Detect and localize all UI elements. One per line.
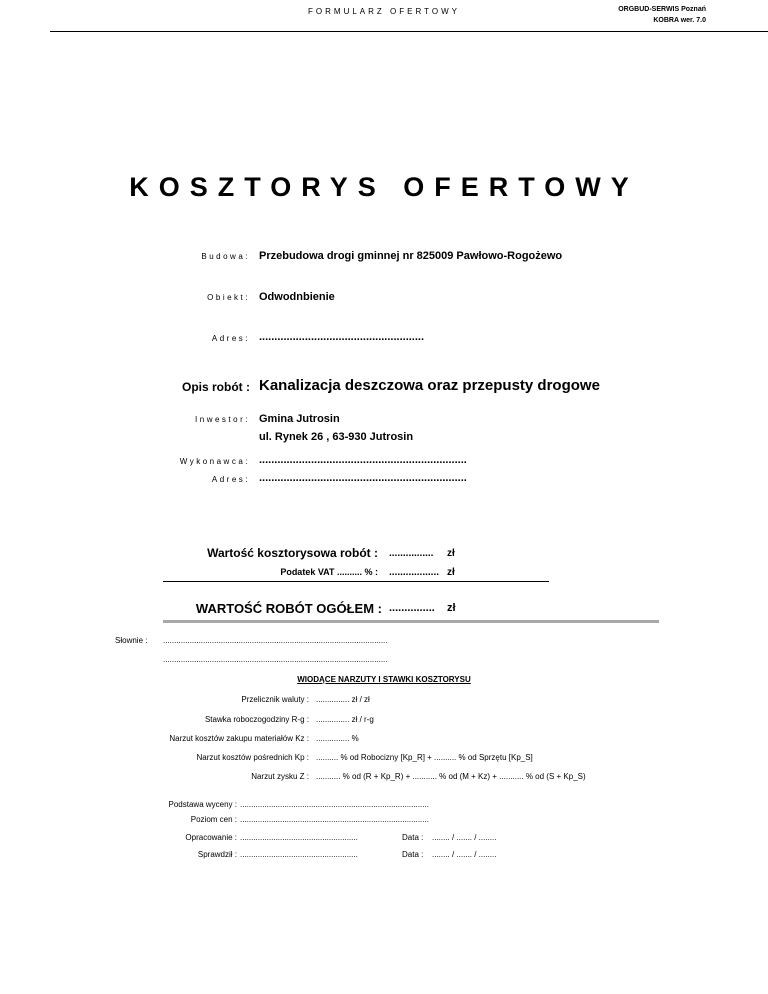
wartosc-currency: zł xyxy=(447,548,455,559)
opracowanie-data-label: Data : xyxy=(402,833,424,842)
slownie-label: Słownie : xyxy=(115,636,148,645)
total-value: ............... xyxy=(389,602,435,614)
opracowanie-value: ..................................................... xyxy=(240,833,358,842)
zysk-value: ........... % od (R + Kp_R) + ........... % od (M + Kz) + ........... % od (S + Kp_S) xyxy=(316,772,586,781)
budowa-value: Przebudowa drogi gminnej nr 825009 Pawłowo-Rogożewo xyxy=(259,250,563,262)
wartosc-kosztorysowa-value: ................ xyxy=(389,548,434,559)
software-version: KOBRA wer. 7.0 xyxy=(653,17,706,24)
header-divider xyxy=(50,31,768,32)
podstawa-label: Podstawa wyceny : xyxy=(168,800,237,809)
opracowanie-data-value: ........ / ....... / ........ xyxy=(432,833,497,842)
stawka-value: ............... zł / r-g xyxy=(316,715,374,724)
obiekt-label: Obiekt: xyxy=(207,293,250,302)
budowa-label: Budowa: xyxy=(201,252,250,261)
adres-label: Adres: xyxy=(211,334,250,343)
kz-label: Narzut kosztów zakupu materiałów Kz : xyxy=(169,734,309,743)
wykonawca-adres-label: Adres: xyxy=(211,475,250,484)
vat-label: Podatek VAT .......... % : xyxy=(280,567,378,577)
adres-value: ...................................................... xyxy=(259,331,425,343)
inwestor-address: ul. Rynek 26 , 63-930 Jutrosin xyxy=(259,431,414,443)
opis-robot-value: Kanalizacja deszczowa oraz przepusty drogowe xyxy=(259,377,600,394)
inwestor-label: Inwestor: xyxy=(195,415,250,424)
kp-value: .......... % od Robocizny [Kp_R] + .......... % od Sprzętu [Kp_S] xyxy=(316,753,533,762)
form-title: FORMULARZ OFERTOWY xyxy=(308,7,460,16)
wykonawca-label: Wykonawca: xyxy=(179,457,250,466)
opis-robot-label: Opis robót : xyxy=(182,380,250,394)
zysk-label: Narzut zysku Z : xyxy=(251,772,309,781)
rates-heading: WIODĄCE NARZUTY I STAWKI KOSZTORYSU xyxy=(297,675,471,684)
sprawdzil-label: Sprawdził : xyxy=(197,850,237,859)
slownie-line-1: ..................................................................................................... xyxy=(163,636,388,645)
obiekt-value: Odwodnbienie xyxy=(259,291,335,303)
vat-currency: zł xyxy=(447,567,455,578)
total-label: WARTOŚĆ ROBÓT OGÓŁEM : xyxy=(195,601,382,616)
slownie-line-2: ..................................................................................................... xyxy=(163,655,388,664)
company-name: ORGBUD-SERWIS Poznań xyxy=(618,6,706,13)
document-title: KOSZTORYS OFERTOWY xyxy=(129,172,639,202)
poziom-cen-value: ..................................................................................... xyxy=(240,815,429,824)
stawka-label: Stawka roboczogodziny R-g : xyxy=(204,715,309,724)
wykonawca-adres-value: .................................................................... xyxy=(259,472,467,484)
vat-value: .................. xyxy=(389,567,440,578)
sprawdzil-data-label: Data : xyxy=(402,850,424,859)
przelicznik-label: Przelicznik waluty : xyxy=(241,695,309,704)
inwestor-name: Gmina Jutrosin xyxy=(259,413,340,425)
kz-value: ............... % xyxy=(316,734,359,743)
sprawdzil-data-value: ........ / ....... / ........ xyxy=(432,850,497,859)
przelicznik-value: ............... zł / zł xyxy=(316,695,370,704)
total-currency: zł xyxy=(447,602,456,614)
sprawdzil-value: ..................................................... xyxy=(240,850,358,859)
opracowanie-label: Opracowanie : xyxy=(185,833,237,842)
summary-divider xyxy=(163,581,549,582)
wartosc-kosztorysowa-label: Wartość kosztorysowa robót : xyxy=(207,546,378,560)
total-divider xyxy=(163,620,659,623)
podstawa-value: ..................................................................................... xyxy=(240,800,429,809)
kp-label: Narzut kosztów pośrednich Kp : xyxy=(196,753,309,762)
wykonawca-value: .................................................................... xyxy=(259,454,467,466)
poziom-cen-label: Poziom cen : xyxy=(190,815,237,824)
